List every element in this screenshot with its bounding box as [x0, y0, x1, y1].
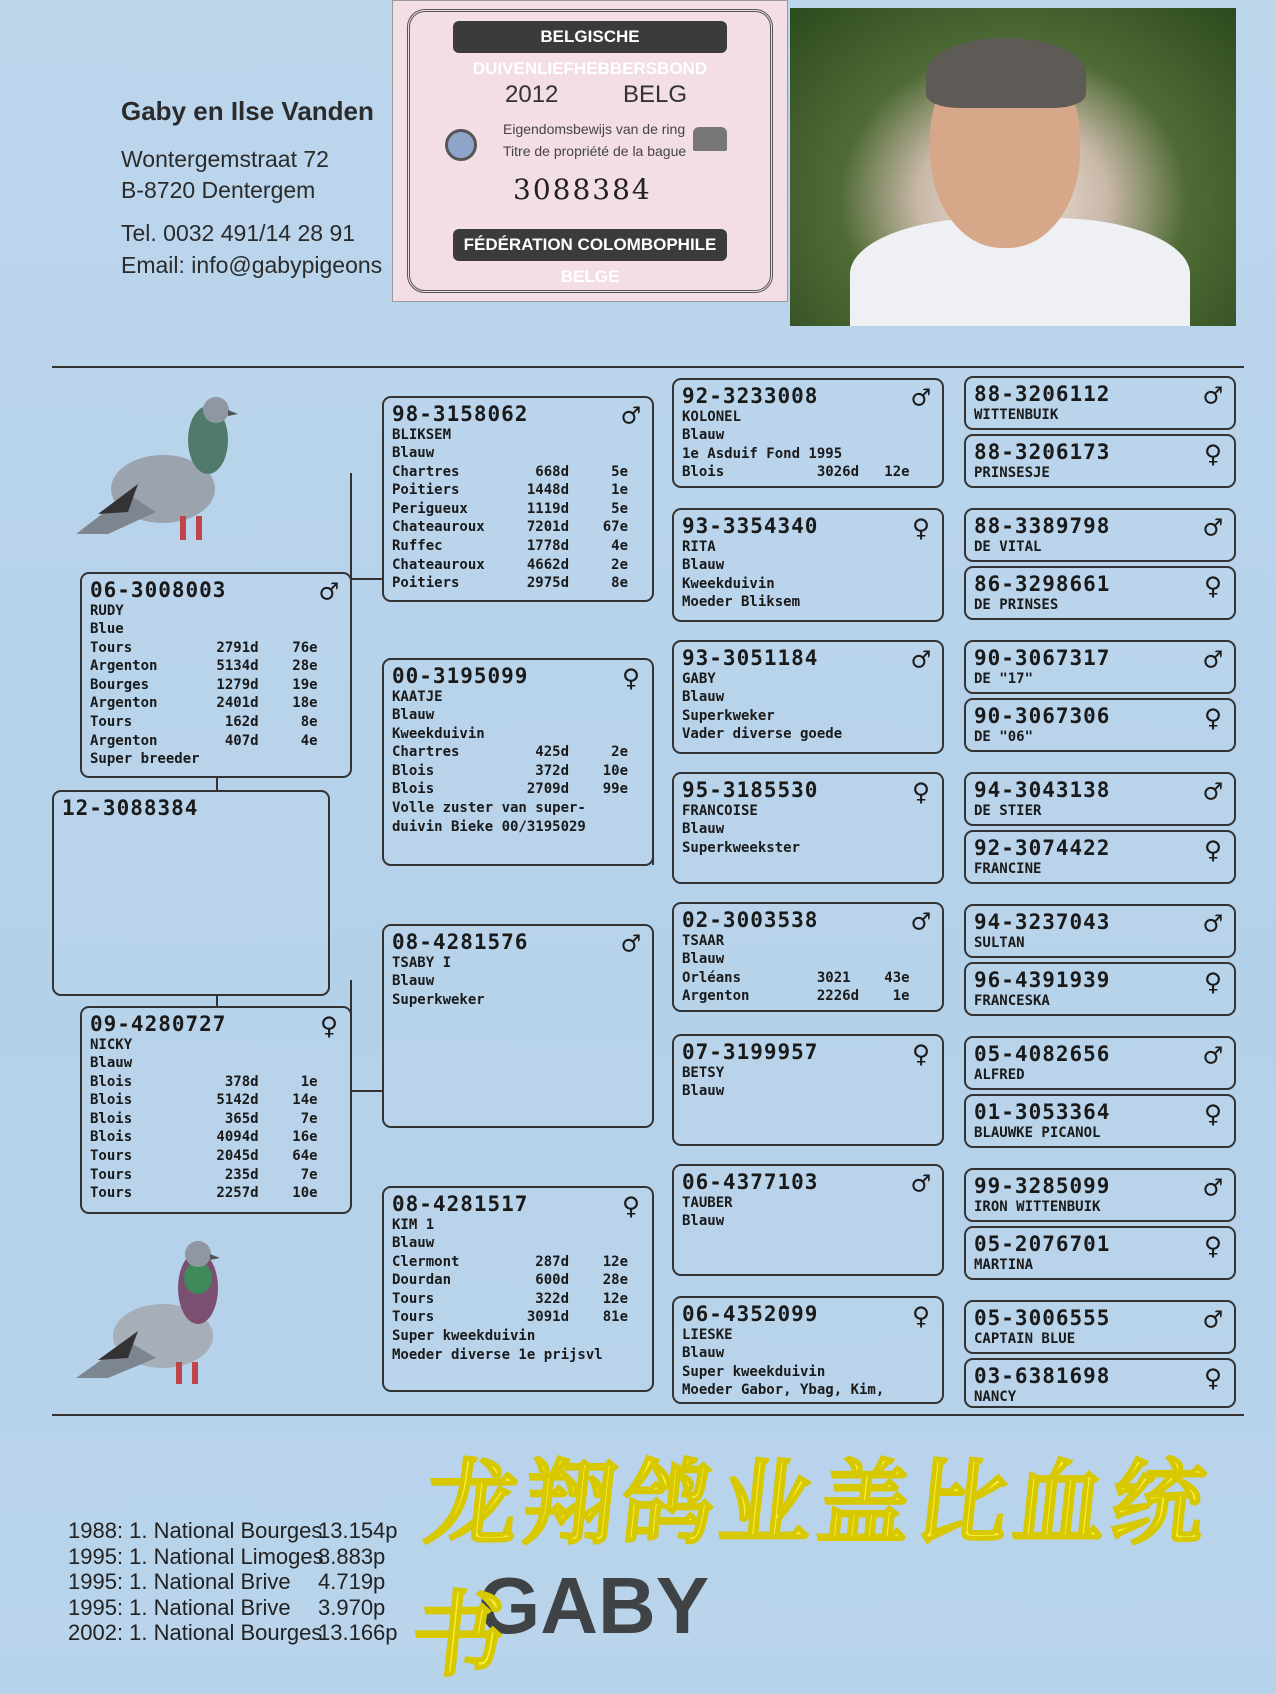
ring-number: 08-4281517	[392, 1192, 529, 1216]
bird-detail: Moeder diverse 1e prijsvl	[392, 1346, 603, 1363]
male-symbol-icon: ♂	[1203, 379, 1222, 414]
result-label: 2002: 1. National Bourges	[68, 1620, 323, 1645]
bird-name: BETSY	[682, 1065, 725, 1081]
bird-detail: Blauw	[682, 689, 725, 705]
bird-detail: Tours 2045d 64e	[90, 1147, 318, 1164]
bird-detail: Clermont 287d 12e	[392, 1253, 629, 1270]
female-symbol-icon: ♀	[1203, 1097, 1222, 1132]
gen4-box[interactable]	[964, 508, 1236, 562]
bird-name: DE "06"	[974, 729, 1034, 745]
bird-detail: Chartres 668d 5e	[392, 463, 629, 480]
pigeon-bottom-illustration	[68, 1226, 238, 1396]
bird-detail: Moeder Bliksem	[682, 594, 801, 611]
bird-name: DE STIER	[974, 803, 1042, 819]
bird-name: DE "17"	[974, 671, 1034, 687]
male-symbol-icon: ♂	[319, 575, 338, 610]
ring-number: 93-3354340	[682, 514, 819, 538]
ring-number: 06-4352099	[682, 1302, 819, 1326]
bird-name: CAPTAIN BLUE	[974, 1331, 1076, 1347]
male-symbol-icon: ♂	[911, 905, 930, 940]
male-symbol-icon: ♂	[621, 399, 640, 434]
bird-name: NICKY	[90, 1037, 133, 1053]
bird-detail: Super kweekduivin	[392, 1327, 536, 1344]
breeder-photo	[790, 8, 1236, 326]
gen3-box[interactable]	[672, 772, 944, 884]
bird-detail: Chateauroux 4662d 2e	[392, 556, 629, 573]
bird-detail: Tours 2791d 76e	[90, 639, 318, 656]
bird-detail: Blois 2709d 99e	[392, 781, 629, 798]
gen4-box[interactable]	[964, 772, 1236, 826]
ring-certificate	[392, 0, 788, 302]
female-symbol-icon: ♀	[911, 1037, 930, 1072]
bird-detail: Ruffec 1778d 4e	[392, 537, 629, 554]
bird-detail: Blois 378d 1e	[90, 1073, 318, 1090]
top-rule	[52, 366, 1244, 368]
granddam-paternal-box[interactable]	[382, 658, 654, 866]
bird-detail: Blois 5142d 14e	[90, 1092, 318, 1109]
bird-name: KIM 1	[392, 1217, 435, 1233]
gen4-box[interactable]	[964, 1036, 1236, 1090]
male-symbol-icon: ♂	[1203, 643, 1222, 678]
bird-detail: Kweekduivin	[392, 725, 485, 742]
bird-detail: Blois 372d 10e	[392, 762, 629, 779]
chinese-watermark: 龙翔鸽业盖比血统书	[406, 1450, 1216, 1689]
bird-name: TAUBER	[682, 1195, 733, 1211]
ring-number: 94-3237043	[974, 910, 1111, 934]
female-symbol-icon: ♀	[1203, 833, 1222, 868]
bird-detail: Argenton 2226d 1e	[682, 988, 910, 1005]
bird-detail: Blois 4094d 16e	[90, 1129, 318, 1146]
bird-name: MARTINA	[974, 1257, 1034, 1273]
ring-number: 95-3185530	[682, 778, 819, 802]
bird-detail: Tours 3091d 81e	[392, 1309, 629, 1326]
male-symbol-icon: ♂	[911, 381, 930, 416]
bird-name: GABY	[682, 671, 716, 687]
ring-number: 92-3233008	[682, 384, 819, 408]
bird-detail: Poitiers 1448d 1e	[392, 482, 629, 499]
gen3-box[interactable]	[672, 1164, 944, 1276]
breeder-city: B-8720 Dentergem	[121, 177, 316, 203]
bird-name: SULTAN	[974, 935, 1025, 951]
female-symbol-icon: ♀	[1203, 1229, 1222, 1264]
breeder-email: Email: info@gabypigeons	[121, 252, 383, 278]
ring-number: 88-3206173	[974, 440, 1111, 464]
grandsire-paternal-box[interactable]	[382, 396, 654, 602]
male-symbol-icon: ♂	[1203, 1171, 1222, 1206]
bird-detail: Superkweker	[682, 707, 775, 724]
ring-number: 03-6381698	[974, 1364, 1111, 1388]
bird-detail: Blauw	[682, 821, 725, 837]
ring-number: 94-3043138	[974, 778, 1111, 802]
bird-detail: Blue	[90, 621, 124, 637]
bird-detail: Blois 3026d 12e	[682, 464, 910, 481]
result-value: 13.166p	[318, 1620, 398, 1645]
bird-detail: Bourges 1279d 19e	[90, 676, 318, 693]
gen3-box[interactable]	[672, 1034, 944, 1146]
result-label: 1988: 1. National Bourges	[68, 1518, 323, 1543]
gen4-box[interactable]	[964, 1226, 1236, 1280]
female-symbol-icon: ♀	[621, 1189, 640, 1224]
bird-name: RITA	[682, 539, 716, 555]
ring-number: 88-3389798	[974, 514, 1111, 538]
ring-number: 90-3067306	[974, 704, 1111, 728]
gen4-box[interactable]	[964, 1094, 1236, 1148]
female-symbol-icon: ♀	[1203, 437, 1222, 472]
female-symbol-icon: ♀	[1203, 701, 1222, 736]
grandsire-maternal-box[interactable]	[382, 924, 654, 1128]
bird-detail: Blauw	[392, 707, 435, 723]
bird-detail: Dourdan 600d 28e	[392, 1272, 629, 1289]
bird-name: BLIKSEM	[392, 427, 452, 443]
result-value: 3.970p	[318, 1594, 386, 1620]
national-results	[68, 1518, 398, 1646]
female-symbol-icon: ♀	[621, 661, 640, 696]
gen3-box[interactable]	[672, 378, 944, 488]
bird-name: WITTENBUIK	[974, 407, 1059, 423]
male-symbol-icon: ♂	[1203, 1039, 1222, 1074]
granddam-maternal-box[interactable]	[382, 1186, 654, 1392]
connector	[216, 778, 218, 790]
bird-detail: Tours 162d 8e	[90, 713, 318, 730]
male-symbol-icon: ♂	[621, 927, 640, 962]
gen4-box[interactable]	[964, 1358, 1236, 1408]
gen3-box[interactable]	[672, 640, 944, 754]
bird-detail: Volle zuster van super-	[392, 799, 586, 816]
female-symbol-icon: ♀	[911, 511, 930, 546]
certificate-line1: Eigendomsbewijs van de ring	[503, 121, 686, 137]
bird-detail: Tours 235d 7e	[90, 1166, 318, 1183]
ring-number: 00-3195099	[392, 664, 529, 688]
bird-detail: Blauw	[682, 557, 725, 573]
connector	[350, 1090, 384, 1092]
bird-detail: Poitiers 2975d 8e	[392, 575, 629, 592]
ring-number: 99-3285099	[974, 1174, 1111, 1198]
male-symbol-icon: ♂	[1203, 1303, 1222, 1338]
ring-number: 98-3158062	[392, 402, 529, 426]
bird-name: NANCY	[974, 1389, 1017, 1405]
bird-name: FRANCOISE	[682, 803, 758, 819]
bird-name: LIESKE	[682, 1327, 733, 1343]
certificate-bottom-band: FÉDÉRATION COLOMBOPHILE BELGE	[453, 229, 727, 261]
ring-number: 86-3298661	[974, 572, 1111, 596]
result-row	[68, 1518, 398, 1544]
bird-detail: Super breeder	[90, 751, 200, 768]
connector	[350, 578, 384, 580]
gaby-logo-text: GABY	[478, 1561, 710, 1650]
bird-name: IRON WITTENBUIK	[974, 1199, 1101, 1215]
bird-detail: Blauw	[392, 1235, 435, 1251]
bird-detail: Blauw	[682, 1083, 725, 1099]
female-symbol-icon: ♀	[911, 1299, 930, 1334]
bird-name: PRINSESJE	[974, 465, 1050, 481]
bird-name: BLAUWKE PICANOL	[974, 1125, 1101, 1141]
gen4-box[interactable]	[964, 566, 1236, 620]
result-row	[68, 1569, 386, 1595]
bird-detail: Kweekduivin	[682, 575, 775, 592]
ring-number: 05-4082656	[974, 1042, 1111, 1066]
pigeon-top-illustration	[68, 384, 238, 554]
ring-number: 07-3199957	[682, 1040, 819, 1064]
ring-number: 90-3067317	[974, 646, 1111, 670]
gen3-box[interactable]	[672, 508, 944, 622]
bird-detail: Super kweekduivin	[682, 1363, 826, 1380]
bird-detail: Chartres 425d 2e	[392, 744, 629, 761]
bird-detail: Superkweker	[392, 991, 485, 1008]
certificate-year: 2012	[505, 81, 559, 108]
result-row	[68, 1543, 386, 1570]
gen4-box[interactable]	[964, 434, 1236, 488]
ring-number: 06-3008003	[90, 578, 227, 602]
ring-number: 06-4377103	[682, 1170, 819, 1194]
ring-number: 93-3051184	[682, 646, 819, 670]
seal-icon	[445, 129, 477, 161]
gen4-box[interactable]	[964, 830, 1236, 884]
bird-name: DE PRINSES	[974, 597, 1059, 613]
result-label: 1995: 1. National Limoges	[68, 1543, 324, 1569]
bird-detail: Tours 2257d 10e	[90, 1185, 318, 1202]
ring-number: 01-3053364	[974, 1100, 1111, 1124]
photo-hair	[926, 38, 1086, 108]
bird-detail: Blauw	[392, 445, 435, 461]
bird-detail: Blauw	[90, 1055, 133, 1071]
bird-detail: Vader diverse goede	[682, 726, 843, 743]
gen4-box[interactable]	[964, 698, 1236, 752]
bird-name: ALFRED	[974, 1067, 1025, 1083]
result-label: 1995: 1. National Brive	[68, 1594, 291, 1620]
bird-detail: Tours 322d 12e	[392, 1290, 629, 1307]
bird-name: KAATJE	[392, 689, 443, 705]
subject-box[interactable]	[52, 790, 330, 996]
bird-detail: Chateauroux 7201d 67e	[392, 519, 629, 536]
bottom-rule	[52, 1414, 1244, 1416]
bird-name: TSAAR	[682, 933, 725, 949]
breeder-name: Gaby en Ilse Vanden	[121, 96, 374, 126]
ring-number: 05-3006555	[974, 1306, 1111, 1330]
bird-name: KOLONEL	[682, 409, 742, 425]
result-value: 8.883p	[318, 1543, 386, 1569]
breeder-tel: Tel. 0032 491/14 28 91	[121, 220, 356, 246]
bird-name: RUDY	[90, 603, 124, 619]
bird-name: FRANCINE	[974, 861, 1042, 877]
gen4-box[interactable]	[964, 904, 1236, 958]
bird-name: DE VITAL	[974, 539, 1042, 555]
male-symbol-icon: ♂	[1203, 907, 1222, 942]
result-row	[68, 1620, 398, 1646]
bird-detail: Superkweekster	[682, 839, 801, 856]
sire-box[interactable]	[80, 572, 352, 778]
female-symbol-icon: ♀	[911, 775, 930, 810]
gen4-box[interactable]	[964, 640, 1236, 694]
bird-detail: Blauw	[682, 1345, 725, 1361]
male-symbol-icon: ♂	[1203, 775, 1222, 810]
result-value: 4.719p	[318, 1569, 386, 1594]
result-label: 1995: 1. National Brive	[68, 1569, 291, 1594]
breeder-street: Wontergemstraat 72	[121, 146, 329, 172]
ring-number: 08-4281576	[392, 930, 529, 954]
gen4-box[interactable]	[964, 1300, 1236, 1354]
bird-detail: Blois 365d 7e	[90, 1110, 318, 1127]
female-symbol-icon: ♀	[319, 1009, 338, 1044]
bird-detail: Argenton 407d 4e	[90, 732, 318, 749]
gen4-box[interactable]	[964, 962, 1236, 1016]
certificate-top-band: BELGISCHE DUIVENLIEFHEBBERSBOND	[453, 21, 727, 53]
female-symbol-icon: ♀	[1203, 965, 1222, 1000]
bird-detail: duivin Bieke 00/3195029	[392, 818, 586, 835]
bird-detail: Blauw	[392, 973, 435, 989]
ring-number: 09-4280727	[90, 1012, 227, 1036]
bird-detail: Perigueux 1119d 5e	[392, 500, 629, 517]
dam-box[interactable]	[80, 1006, 352, 1214]
certificate-line2: Titre de propriété de la bague	[503, 143, 687, 159]
male-symbol-icon: ♂	[911, 1167, 930, 1202]
gen3-box[interactable]	[672, 1296, 944, 1404]
ring-number: 96-4391939	[974, 968, 1111, 992]
bird-detail: Argenton 5134d 28e	[90, 658, 318, 675]
male-symbol-icon: ♂	[1203, 511, 1222, 546]
ring-number: 88-3206112	[974, 382, 1111, 406]
female-symbol-icon: ♀	[1203, 569, 1222, 604]
bird-detail: Moeder Gabor, Ybag, Kim,	[682, 1382, 885, 1399]
gen4-box[interactable]	[964, 376, 1236, 430]
gen4-box[interactable]	[964, 1168, 1236, 1222]
crown-icon	[693, 127, 727, 151]
bird-name: TSABY I	[392, 955, 452, 971]
bird-detail: Blauw	[682, 951, 725, 967]
bird-detail: Argenton 2401d 18e	[90, 695, 318, 712]
result-row	[68, 1594, 386, 1621]
female-symbol-icon: ♀	[1203, 1361, 1222, 1396]
ring-number: 05-2076701	[974, 1232, 1111, 1256]
certificate-country: BELG	[623, 81, 688, 108]
certificate-ring-number: 3088384	[513, 173, 652, 206]
result-value: 13.154p	[318, 1518, 398, 1543]
bird-detail: Blauw	[682, 1213, 725, 1229]
gen3-box[interactable]	[672, 902, 944, 1012]
bird-detail: Orléans 3021 43e	[682, 969, 910, 986]
bird-detail: Blauw	[682, 427, 725, 443]
bird-detail: 1e Asduif Fond 1995	[682, 445, 843, 462]
subject-ring: 12-3088384	[62, 796, 199, 820]
bird-name: FRANCESKA	[974, 993, 1050, 1009]
male-symbol-icon: ♂	[911, 643, 930, 678]
ring-number: 92-3074422	[974, 836, 1111, 860]
connector	[216, 996, 218, 1006]
ring-number: 02-3003538	[682, 908, 819, 932]
